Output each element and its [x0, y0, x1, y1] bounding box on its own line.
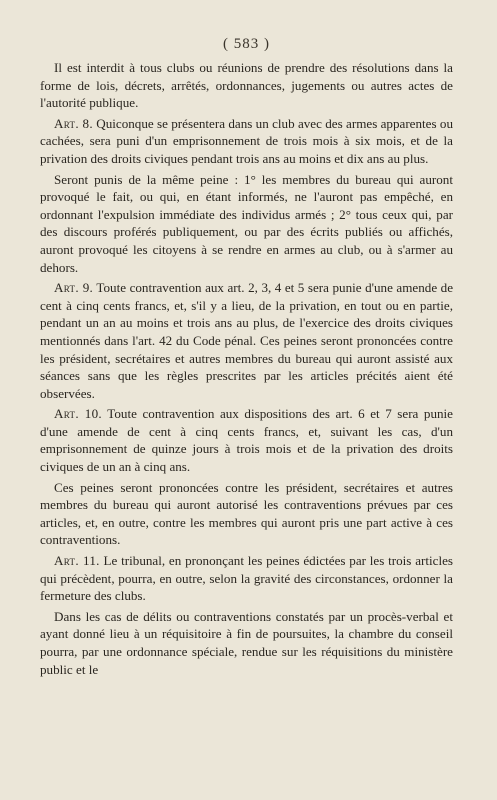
paragraph-art-10 [40, 405, 453, 475]
article-label: Art. 9. [54, 280, 94, 296]
paragraph-1-text: Il est interdit à tous clubs ou réunions de prendre des résolutions dans la forme de lois, décrets, arrêtés, ordonnances, jugements ou autres actes de l'autorité publique. [40, 60, 453, 111]
page-number: ( 583 ) [223, 36, 270, 52]
paragraph-3 [40, 171, 453, 277]
paragraph-art-10-text: Toute contravention aux dispositions des art. 6 et 7 sera punie d'une amende de cent à cinq cents francs, et, suivant les cas, d'un emprisonnement de quinze jours à trois mois et de la privation des droits civiques de un an à cinq ans. [40, 406, 453, 475]
paragraph-8 [40, 608, 453, 678]
paragraph-art-9-text: Toute contravention aux art. 2, 3, 4 et 5 sera punie d'une amende de cent à cinq cents francs, et, s'il y a lieu, de la privation, en tout ou en partie, pendant un an au moins et trois ans au plus, de l'exercice des droits civiques mentionnés dans l'art. 42 du Code pénal. Ces peines seront prononcées contre les président, secrétaires et autres membres du bureau qui auront assisté aux séances sans que les règles prescrites par les articles précités aient été observées. [40, 280, 454, 401]
article-label: Art. 8. [54, 115, 93, 131]
paragraph-art-8-text: Quiconque se présentera dans un club avec des armes apparentes ou cachées, sera puni d'un emprisonnement de trois mois à six mois, et de la privation des droits civiques pendant trois ans au moins et dix ans au plus. [40, 115, 453, 166]
paragraph-art-11-text: Le tribunal, en prononçant les peines édictées par les trois articles qui précèdent, pourra, en outre, selon la gravité des circonstances, ordonner la fermeture des clubs. [40, 553, 453, 604]
paragraph-8-text: Dans les cas de délits ou contraventions constatés par un procès-verbal et ayant donné lieu à un réquisitoire à fin de poursuites, la chambre du conseil pourra, par une ordonnance spéciale, rendue sur les réquisitions du ministère public et le [40, 608, 453, 677]
paragraph-art-9 [40, 279, 453, 402]
article-label: Art. 10. [54, 406, 102, 422]
paragraph-6-text: Ces peines seront prononcées contre les président, secrétaires et autres membres du bureau qui auront autorisé les contraventions prévues par ces articles, et, en outre, contre les membres qui auront pris une part active à ces contraventions. [40, 479, 453, 548]
paragraph-3-text: Seront punis de la même peine : 1° les membres du bureau qui auront provoqué le fait, ou qui, en étant informés, ne l'auront pas empêché, en ordonnant l'expulsion immédiate des individus armés ; 2° tous ceux qui, par des discours proférés publiquement, ou par des écrits publiés ou affichés, auront provoqué les citoyens à se rendre en armes au club, ou à s'armer au dehors. [40, 171, 453, 275]
paragraph-6 [40, 479, 453, 549]
paragraph-1 [40, 59, 453, 112]
paragraph-art-8 [40, 115, 453, 168]
paragraph-art-11 [40, 552, 453, 605]
article-label: Art. 11. [54, 553, 100, 569]
